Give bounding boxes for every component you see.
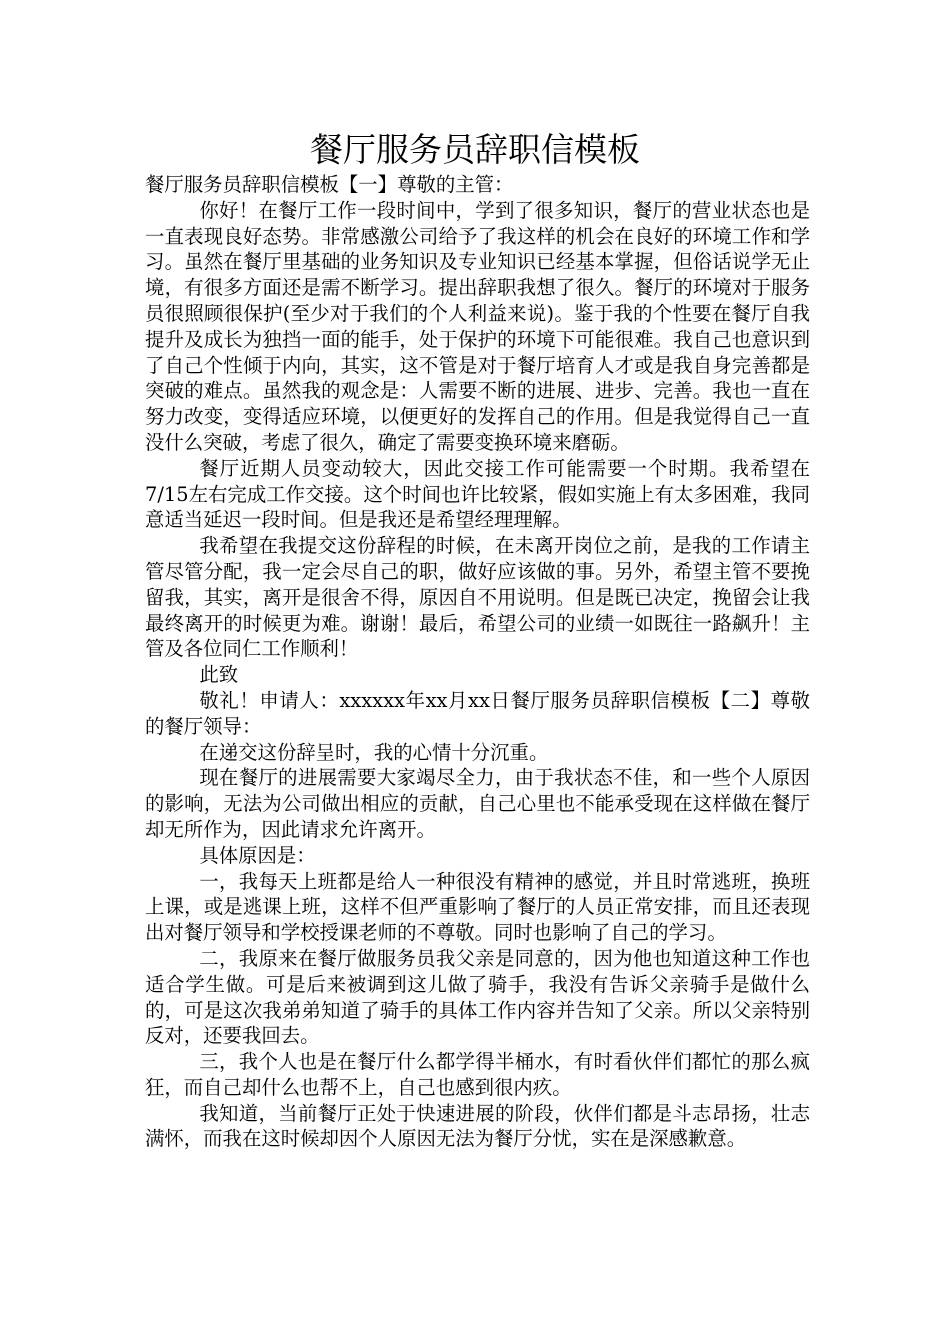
paragraph: 餐厅服务员辞职信模板【一】尊敬的主管：: [145, 173, 514, 196]
paragraph: 此致: [199, 663, 239, 687]
document-title: 餐厅服务员辞职信模板: [310, 130, 640, 169]
paragraph: 一，我每天上班都是给人一种很没有精神的感觉，并且时常逃班，换班上课，或是逃课上班，这样不但严重影响了餐厅的人员正常安排，而且还表现出对餐厅领导和学校授课老师的不尊敬。同时也影响了自己的学习。: [145, 869, 810, 945]
paragraph: 敬礼！申请人：xxxxxx年xx月xx日餐厅服务员辞职信模板【二】尊敬的餐厅领导：: [145, 688, 810, 738]
paragraph: 现在餐厅的进展需要大家竭尽全力，由于我状态不佳，和一些个人原因的影响，无法为公司做出相应的贡献，自己心里也不能承受现在这样做在餐厅却无所作为，因此请求允许离开。: [145, 766, 810, 841]
paragraph: 在递交这份辞呈时，我的心情十分沉重。: [199, 740, 549, 764]
paragraph: 你好！在餐厅工作一段时间中，学到了很多知识，餐厅的营业状态也是一直表现良好态势。非常感激公司给予了我这样的机会在良好的环境工作和学习。虽然在餐厅里基础的业务知识及专业知识已经基本掌握，但俗话说学无止境，有很多方面还是需不断学习。提出辞职我想了很久。餐厅的环境对于服务员很照顾很保护(至少对于我们的个人利益来说)。鉴于我的个性要在餐厅自我提升及成长为独挡一面的能手，处于保护的环境下可能很难。我自己也意识到了自己个性倾于内向，其实，这不管是对于餐厅培育人才或是我自身完善都是突破的难点。虽然我的观念是：人需要不断的进展、进步、完善。我也一直在努力改变，变得适应环境，以便更好的发挥自己的作用。但是我觉得自己一直没什么突破，考虑了很久，确定了需要变换环境来磨砺。: [145, 198, 810, 454]
paragraph: 我知道，当前餐厅正处于快速进展的阶段，伙伴们都是斗志昂扬，壮志满怀，而我在这时候却因个人原因无法为餐厅分忧，实在是深感歉意。: [145, 1101, 810, 1151]
paragraph: 二，我原来在餐厅做服务员我父亲是同意的，因为他也知道这种工作也适合学生做。可是后来被调到这儿做了骑手，我没有告诉父亲骑手是做什么的，可是这次我弟弟知道了骑手的具体工作内容并告知了父亲。所以父亲特别反对，还要我回去。: [145, 946, 810, 1048]
paragraph: 餐厅近期人员变动较大，因此交接工作可能需要一个时期。我希望在7/15左右完成工作交接。这个时间也许比较紧，假如实施上有太多困难，我同意适当延迟一段时间。但是我还是希望经理理解。: [145, 456, 810, 532]
paragraph: 具体原因是：: [199, 843, 316, 867]
paragraph: 我希望在我提交这份辞程的时候，在未离开岗位之前，是我的工作请主管尽管分配，我一定会尽自己的职，做好应该做的事。另外，希望主管不要挽留我，其实，离开是很舍不得，原因自不用说明。但是既已决定，挽留会让我最终离开的时候更为难。谢谢！最后，希望公司的业绩一如既往一路飙升！主管及各位同仁工作顺利！: [145, 534, 810, 661]
document-body: [145, 172, 810, 1152]
paragraph: 三，我个人也是在餐厅什么都学得半桶水，有时看伙伴们都忙的那么疯狂，而自己却什么也帮不上，自己也感到很内疚。: [145, 1050, 810, 1099]
